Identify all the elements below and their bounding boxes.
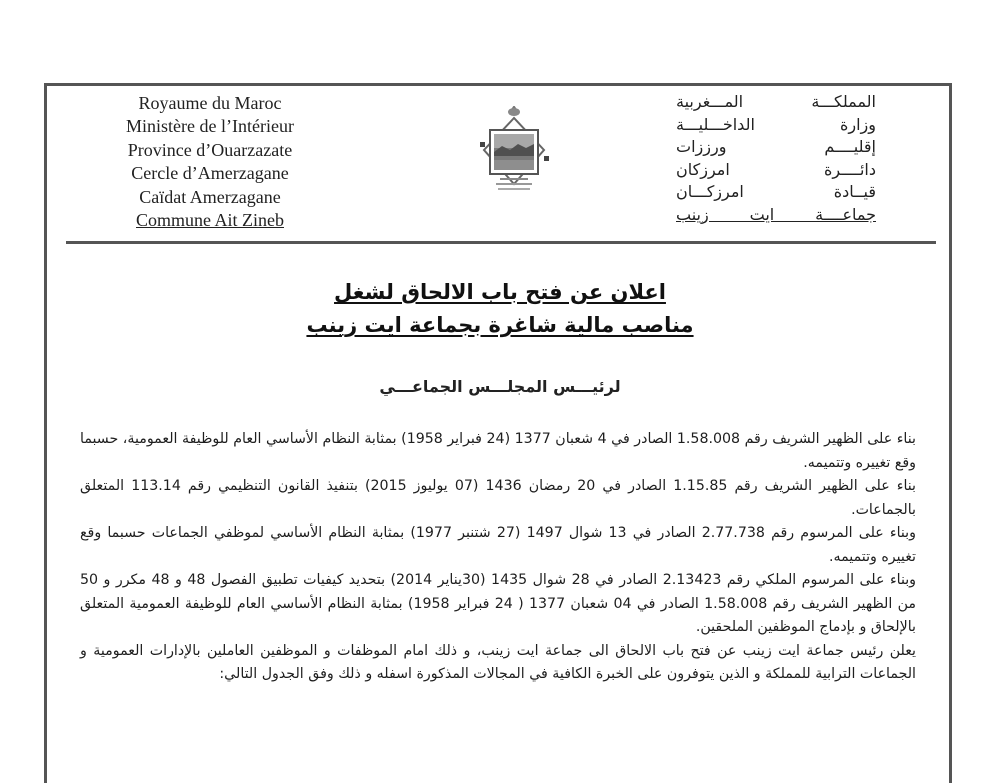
header-fr-line: Commune Ait Zineb xyxy=(136,210,284,231)
announcement-title-line2: مناصب مالية شاغرة بجماعة ايت زينب xyxy=(306,313,694,337)
body-paragraph: وبناء على المرسوم الملكي رقم 2.13423 الصادر في 28 شوال 1435 (30يناير 2014) بتحديد كيفيات تطبيق الفصول 48 و 48 مكرر و 50 من الظهير الشريف رقم 1.58.008 الصادر في 04 شعبان 1377 ( 24 فبراير 1958) بمثابة النظام الأساسي العام للوظيفة العمومية المتعلق بالإلحاق و بإدماج الموظفين الملحقين. xyxy=(80,572,917,635)
document-body xyxy=(80,428,916,687)
header-ar-line: جماعــــة ايت زينب xyxy=(676,204,876,224)
header-fr-line: Caïdat Amerzagane xyxy=(139,186,281,207)
header-fr-line: Province d’Ouarzazate xyxy=(127,139,293,160)
header-ar-line: وزارة الداخـــليـــة xyxy=(676,114,876,134)
header-ar-line: إقليــــم ورززات xyxy=(676,137,876,156)
issuer-heading: لرئيـــس المجلـــس الجماعـــي xyxy=(379,377,621,396)
header-ar-line: قيــادة امرزكـــان xyxy=(676,182,876,201)
body-paragraph: بناء على الظهير الشريف رقم 1.58.008 الصادر في 4 شعبان 1377 (24 فبراير 1958) بمثابة النظام الأساسي العام للوظيفة العمومية، حسبما وقع تغييره وتتميمه. xyxy=(80,431,916,471)
header-french-block xyxy=(100,92,320,232)
commune-emblem-icon xyxy=(466,106,562,206)
body-paragraph: وبناء على المرسوم رقم 2.77.738 الصادر في 13 شوال 1497 (27 شتنبر 1977) بمثابة النظام الأساسي لموظفي الجماعات حسبما وقع تغييره وتتميمه. xyxy=(80,525,916,565)
header-fr-line: Royaume du Maroc xyxy=(138,93,282,113)
body-paragraph: بناء على الظهير الشريف رقم 1.15.85 الصادر في 20 رمضان 1436 (07 يوليوز 2015) بتنفيذ القانون التنظيمي رقم 113.14 المتعلق بالجماعات. xyxy=(80,478,917,518)
body-paragraph: يعلن رئيس جماعة ايت زينب عن فتح باب الالحاق الى جماعة ايت زينب، و ذلك امام الموظفات و الموظفين العاملين بالإدارات العمومية و الجماعات الترابية للمملكة و الذين يتوفرون على الخبرة الكافية في المجالات المذكورة اسفله و ذلك وفق الجدول التالي: xyxy=(80,642,916,682)
header-divider xyxy=(66,241,936,244)
header-ar-line: المملكـــة المـــغربية xyxy=(676,92,876,111)
header-fr-line: Cercle d’Amerzagane xyxy=(131,163,289,184)
header-arabic-block xyxy=(676,91,876,226)
header-fr-line: Ministère de l’Intérieur xyxy=(126,116,294,137)
announcement-title-line1: اعلان عن فتح باب الالحاق لشغل xyxy=(334,280,666,304)
header-ar-line: دائــــرة امرزكان xyxy=(676,159,876,179)
